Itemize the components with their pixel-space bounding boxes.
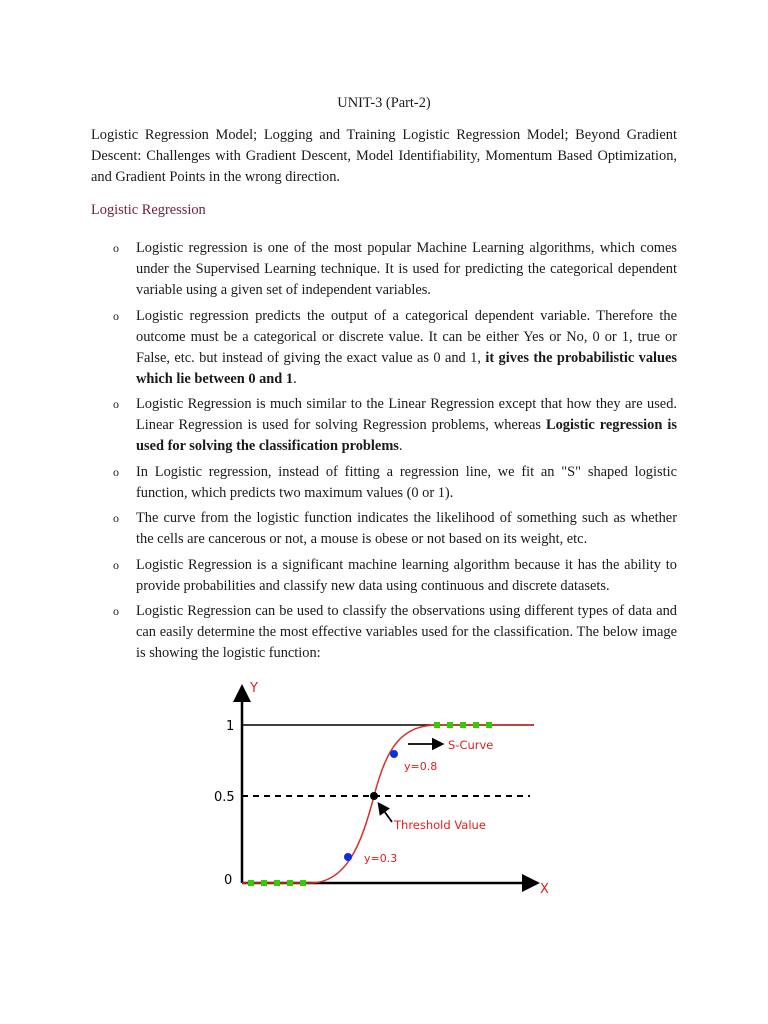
point-y-0-3	[344, 853, 352, 861]
tick-label-0: 0	[224, 873, 233, 888]
bullet-marker: o	[113, 604, 119, 618]
bullet-marker: o	[113, 241, 119, 255]
threshold-arrow	[379, 804, 392, 822]
green-point	[434, 722, 440, 728]
green-point	[460, 722, 466, 728]
tick-label-1: 1	[226, 719, 235, 734]
y-axis-arrowhead	[233, 684, 251, 702]
green-point	[287, 880, 293, 886]
green-point	[248, 880, 254, 886]
bullet-marker: o	[113, 397, 119, 411]
bullet-marker: o	[113, 464, 119, 479]
bullet-bold-text: it gives the probabilistic values which lie between 0 and 1	[136, 349, 678, 387]
green-point	[473, 722, 479, 728]
bullet-text: Logistic Regression is much similar to the Linear Regression except that how they are used. Linear Regression is used for solving Regression problems, whereas	[136, 396, 677, 433]
bullet-text-end: .	[398, 438, 403, 454]
y-0-3-label: y=0.3	[364, 852, 398, 865]
bullet-text: In Logistic regression, instead of fitting a regression line, we fit an "S" shaped logistic function, which predicts two maximum values (0 or 1).	[136, 463, 677, 501]
bullet-text: Logistic Regression is a significant machine learning algorithm because it has the ability to provide probabilities and classify new data using continuous and discrete datasets.	[136, 556, 677, 594]
bullet-bold-text: Logistic regression is used for solving the classification problems	[136, 417, 677, 454]
green-point	[274, 880, 280, 886]
list-item	[91, 306, 677, 390]
bullet-text-end: .	[293, 370, 297, 387]
list-item	[91, 238, 677, 301]
list-item	[91, 601, 677, 664]
y-axis-label: Y	[250, 681, 258, 696]
list-item	[91, 508, 677, 550]
logistic-function-diagram	[206, 676, 566, 896]
list-item	[91, 462, 677, 504]
bullet-text: Logistic regression is one of the most popular Machine Learning algorithms, which comes under the Supervised Learning technique. It is used for predicting the categorical dependent variable using a given set of independent variables.	[136, 240, 677, 298]
threshold-point	[370, 792, 378, 800]
y-0-8-label: y=0.8	[404, 760, 438, 773]
x-axis-label: X	[540, 882, 549, 896]
point-y-0-8	[390, 750, 398, 758]
logistic-function-figure	[206, 676, 566, 896]
tick-label-0-5: 0.5	[214, 790, 235, 805]
page-title: UNIT-3 (Part-2)	[337, 95, 431, 111]
green-point	[447, 722, 453, 728]
section-heading: Logistic Regression	[91, 202, 206, 218]
list-item	[91, 555, 677, 597]
bullet-marker: o	[113, 308, 119, 323]
green-point	[486, 722, 492, 728]
bullet-text: Logistic regression predicts the output of a categorical dependent variable. Therefore the outcome must be a categorical or discrete value. It can be either Yes or No, 0 or 1, true or False, etc. but instead of giving the exact value as 0 and 1,	[136, 307, 677, 366]
x-axis-arrowhead	[522, 874, 540, 892]
list-item	[91, 394, 677, 457]
green-point	[261, 880, 267, 886]
bullet-marker: o	[113, 511, 119, 525]
intro-paragraph: Logistic Regression Model; Logging and Training Logistic Regression Model; Beyond Gradient Descent: Challenges with Gradient Descent, Model Identifiability, Momentum Based Optimization, and Gradient Points in the wrong direction.	[91, 127, 677, 185]
green-point	[300, 880, 306, 886]
s-curve-label: S-Curve	[448, 738, 494, 752]
bullet-text: Logistic Regression can be used to classify the observations using different types of data and can easily determine the most effective variables used for the classification. The below image is showing the logistic function:	[136, 603, 677, 661]
bullet-marker: o	[113, 557, 119, 572]
bullet-text: The curve from the logistic function indicates the likelihood of something such as whether the cells are cancerous or not, a mouse is obese or not based on its weight, etc.	[136, 510, 677, 547]
bullet-list	[91, 238, 677, 669]
threshold-label: Threshold Value	[394, 818, 486, 832]
